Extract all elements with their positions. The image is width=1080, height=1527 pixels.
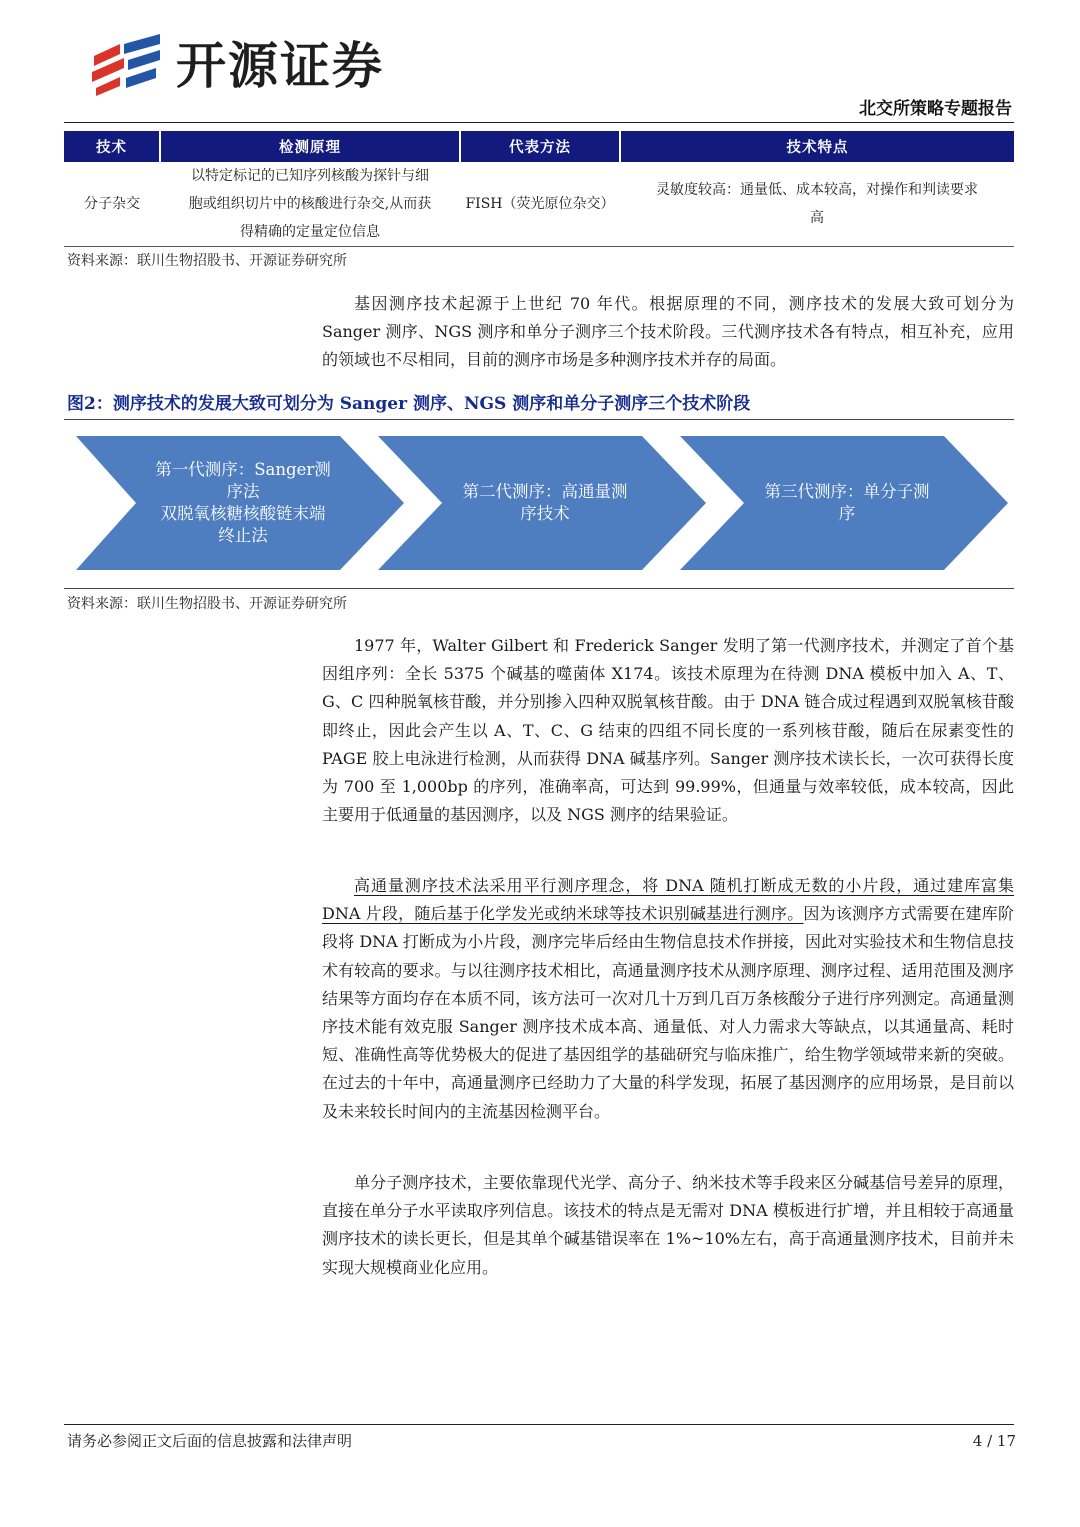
underlined-text: 高通量测序技术法采用平行测序理念，将 DNA 随机打断成无数的小片段，通过建库富集 DNA 片段，随后基于化学发光或纳米球等技术识别碱基进行测序。 <box>322 876 1014 924</box>
stage-line: 序技术 <box>520 504 570 523</box>
stage-line: 双脱氧核糖核酸链末端 <box>160 504 326 523</box>
principle-line: 以特定标记的已知序列核酸为探针与细 <box>191 168 429 184</box>
sanger-paragraph <box>322 632 1014 829</box>
stage-label-first-gen <box>136 459 350 547</box>
stage-line: 序 <box>838 504 856 523</box>
figure-top-divider <box>64 419 1014 420</box>
column-header: 检测原理 <box>160 131 460 162</box>
column-header: 代表方法 <box>460 131 620 162</box>
ngs-paragraph <box>322 872 1014 1126</box>
paragraph-text: 基因测序技术起源于上世纪 70 年代。根据原理的不同，测序技术的发展大致可划分为 Sanger 测序、NGS 测序和单分子测序三个技术阶段。三代测序技术各有特点，相互补充，应用的领域也不尽相同，目前的测序市场是多种测序技术并存的局面。 <box>322 294 1014 370</box>
footer-divider <box>64 1424 1014 1425</box>
stage-line: 第三代测序：单分子测 <box>764 482 930 501</box>
intro-paragraph <box>322 290 1014 375</box>
stage-line: 序法 <box>226 482 260 501</box>
figure-title: 图2：测序技术的发展大致可划分为 Sanger 测序、NGS 测序和单分子测序三个技术阶段 <box>67 394 751 414</box>
brand-logo-icon <box>90 34 162 96</box>
cell-tech: 分子杂交 <box>64 162 160 247</box>
principle-line: 得精确的定量定位信息 <box>240 224 380 240</box>
paragraph-text: 因为该测序方式需要在建库阶段将 DNA 打断成为小片段，测序完毕后经由生物信息技术作拼接，因此对实验技术和生物信息技术有较高的要求。与以往测序技术相比，高通量测序技术从测序原理、测序过程、适用范围及测序结果等方面均存在本质不同，该方法可一次对几十万到几百万条核酸分子进行序列测定。高通量测序技术能有效克服 Sanger 测序技术成本高、通量低、对人力需求大等缺点，以其通量高、耗时短、准确性高等优势极大的促进了基因组学的基础研究与临床推广，给生物学领域带来新的突破。在过去的十年中，高通量测序已经助力了大量的科学发现，拓展了基因测序的应用场景，是目前以及未来较长时间内的主流基因检测平台。 <box>322 904 1014 1121</box>
column-header: 技术 <box>64 131 160 162</box>
paragraph-text: 单分子测序技术，主要依靠现代光学、高分子、纳米技术等手段来区分碱基信号差异的原理，直接在单分子水平读取序列信息。该技术的特点是无需对 DNA 模板进行扩增，并且相较于高通量测序技术的读长更长，但是其单个碱基错误率在 1%~10%左右，高于高通量测序技术，目前并未实现大规模商业化应用。 <box>322 1173 1014 1277</box>
figure-bottom-divider <box>64 588 1014 589</box>
feature-line: 高 <box>810 210 824 226</box>
cell-method: FISH（荧光原位杂交） <box>460 162 620 247</box>
stage-label-third-gen <box>740 481 954 525</box>
principle-line: 胞或组织切片中的核酸进行杂交,从而获 <box>188 196 432 212</box>
brand-name: 开源证券 <box>176 37 384 95</box>
stage-line: 第一代测序：Sanger测 <box>155 460 331 479</box>
technology-table <box>64 131 1014 247</box>
stage-line: 终止法 <box>218 526 268 545</box>
figure-source: 资料来源：联川生物招股书、开源证券研究所 <box>67 596 347 612</box>
feature-line: 灵敏度较高：通量低、成本较高，对操作和判读要求 <box>656 182 978 198</box>
paragraph-text: 1977 年，Walter Gilbert 和 Frederick Sanger 发明了第一代测序技术，并测定了首个基因组序列：全长 5375 个碱基的噬菌体 X174。该技术原理为在待测 DNA 模板中加入 A、T、G、C 四种脱氧核苷酸，并分别掺入四种双脱氧核苷酸。由于 DNA 链合成过程遇到双脱氧核苷酸即终止，因此会产生以 A、T、C、G 结束的四组不同长度的一系列核苷酸，随后在尿素变性的 PAGE 胶上电泳进行检测，从而获得 DNA 碱基序列。Sanger 测序技术读长长，一次可获得长度为 700 至 1,000bp 的序列，准确率高，可达到 99.99%，但通量与效率较低，成本较高，因此主要用于低通量的基因测序，以及 NGS 测序的结果验证。 <box>322 636 1014 825</box>
stage-line: 第二代测序：高通量测 <box>462 482 628 501</box>
report-type: 北交所策略专题报告 <box>859 99 1012 119</box>
table-row <box>64 162 1014 247</box>
table-header-row <box>64 131 1014 162</box>
header-divider <box>64 122 1014 123</box>
table-source: 资料来源：联川生物招股书、开源证券研究所 <box>67 253 347 269</box>
stage-label-second-gen <box>438 481 652 525</box>
single-molecule-paragraph <box>322 1169 1014 1282</box>
cell-feature <box>620 162 1014 247</box>
cell-principle <box>160 162 460 247</box>
footer-disclaimer: 请务必参阅正文后面的信息披露和法律声明 <box>67 1432 353 1450</box>
column-header: 技术特点 <box>620 131 1014 162</box>
page-number: 4 / 17 <box>972 1432 1016 1450</box>
